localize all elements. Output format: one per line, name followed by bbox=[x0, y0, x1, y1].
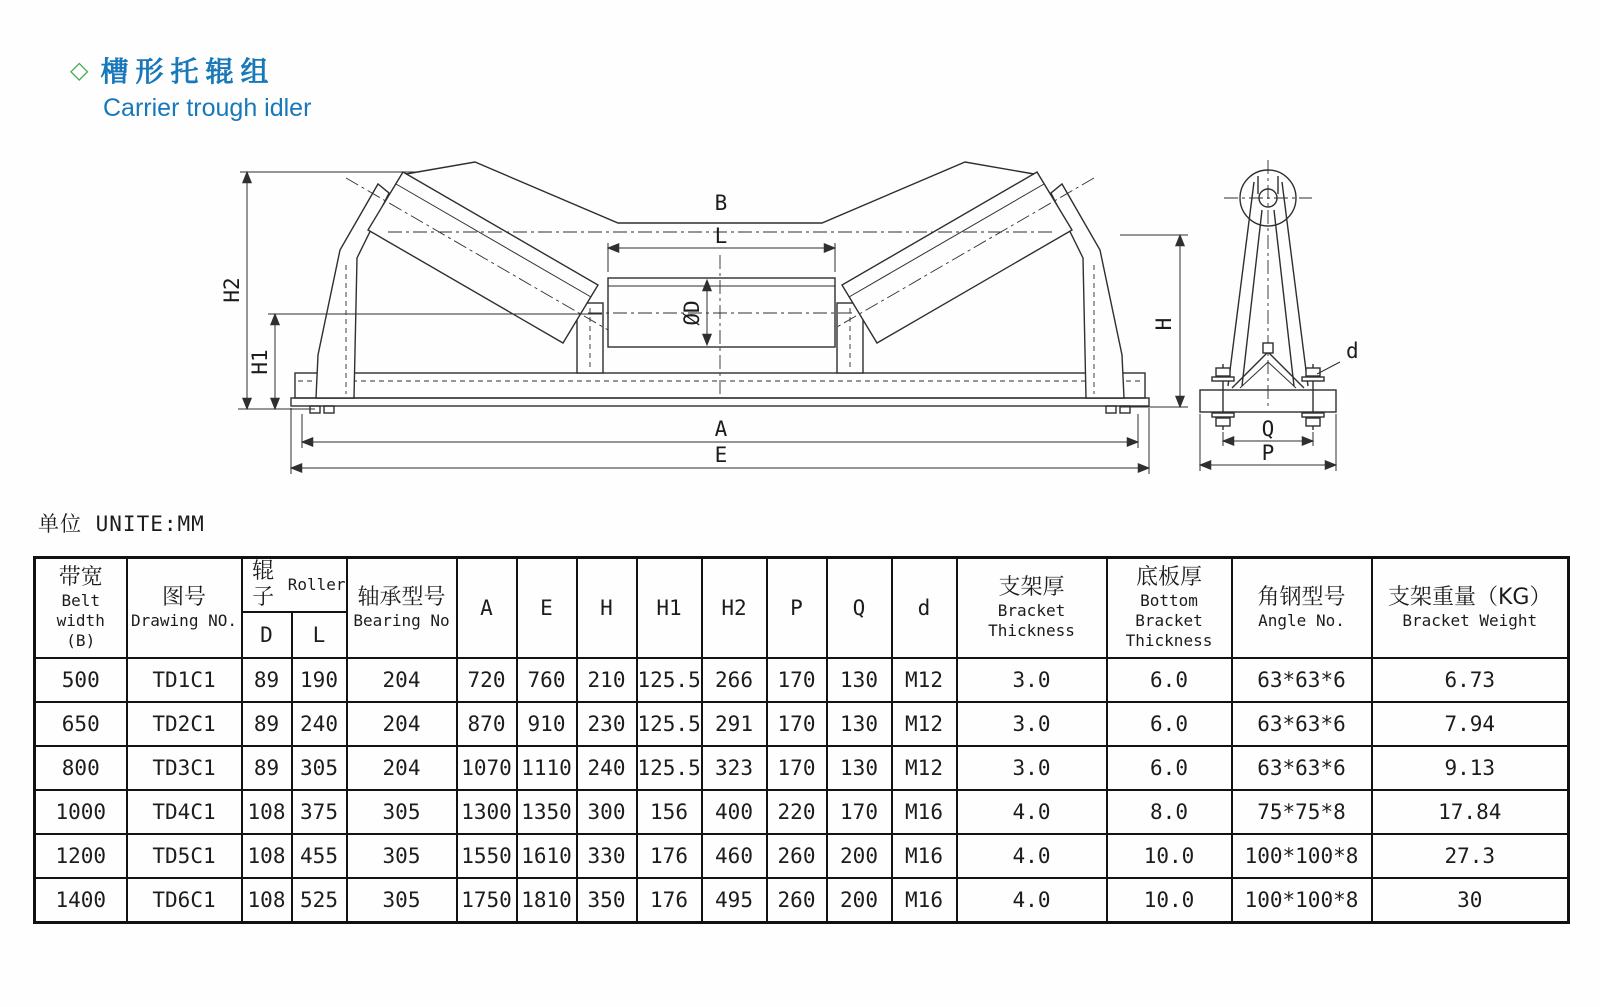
table-cell: 210 bbox=[577, 658, 637, 702]
dim-label-b: B bbox=[714, 191, 728, 215]
table-cell: 170 bbox=[767, 702, 827, 746]
table-cell: 10.0 bbox=[1107, 878, 1232, 922]
left-bolt bbox=[1212, 364, 1234, 430]
table-cell: 1610 bbox=[517, 834, 577, 878]
table-row bbox=[35, 658, 1569, 702]
table-cell: 200 bbox=[827, 834, 892, 878]
spec-table-body bbox=[35, 658, 1569, 922]
table-cell: 89 bbox=[242, 702, 292, 746]
table-cell: 125.5 bbox=[637, 746, 702, 790]
col-bottom-bracket bbox=[1107, 558, 1232, 659]
table-cell: 190 bbox=[292, 658, 347, 702]
angle-zh: 角钢型号 bbox=[1257, 585, 1346, 610]
table-cell: 350 bbox=[577, 878, 637, 922]
table-cell: 455 bbox=[292, 834, 347, 878]
table-cell: 240 bbox=[292, 702, 347, 746]
col-belt-width bbox=[35, 558, 127, 659]
dim-label-h1: H1 bbox=[248, 349, 272, 375]
title-chinese: 槽形托辊组 bbox=[100, 55, 276, 88]
table-cell: 305 bbox=[347, 878, 457, 922]
unit-note: 单位 UNITE:MM bbox=[38, 512, 205, 536]
bearing-zh: 轴承型号 bbox=[357, 585, 446, 610]
table-row bbox=[35, 746, 1569, 790]
bottom-zh: 底板厚 bbox=[1135, 565, 1202, 590]
side-view bbox=[1120, 160, 1359, 471]
table-cell: 400 bbox=[702, 790, 767, 834]
table-cell: 108 bbox=[242, 878, 292, 922]
title-english: Carrier trough idler bbox=[103, 94, 312, 122]
table-cell: 108 bbox=[242, 834, 292, 878]
table-cell: 6.0 bbox=[1107, 658, 1232, 702]
weight-en: Bracket Weight bbox=[1402, 611, 1538, 630]
table-cell: 500 bbox=[35, 658, 127, 702]
table-cell: 800 bbox=[35, 746, 127, 790]
table-cell: 375 bbox=[292, 790, 347, 834]
table-cell: 1350 bbox=[517, 790, 577, 834]
table-cell: 495 bbox=[702, 878, 767, 922]
table-cell: 204 bbox=[347, 746, 457, 790]
table-cell: 63*63*6 bbox=[1232, 658, 1372, 702]
table-cell: 170 bbox=[767, 746, 827, 790]
bearing-en: Bearing No bbox=[353, 611, 450, 630]
table-cell: 4.0 bbox=[957, 790, 1107, 834]
col-roller-l: L bbox=[292, 612, 347, 658]
diamond-icon: ◇ bbox=[70, 56, 89, 84]
table-cell: 305 bbox=[347, 834, 457, 878]
dim-B bbox=[715, 191, 728, 215]
table-cell: 100*100*8 bbox=[1232, 878, 1372, 922]
bracket-en: Bracket Thickness bbox=[988, 601, 1075, 640]
col-dim-e: E bbox=[517, 558, 577, 659]
table-row bbox=[35, 702, 1569, 746]
table-cell: 1810 bbox=[517, 878, 577, 922]
col-dim-h1: H1 bbox=[637, 558, 702, 659]
dim-label-d: d bbox=[1346, 339, 1359, 363]
table-cell: 220 bbox=[767, 790, 827, 834]
table-cell: 1550 bbox=[457, 834, 517, 878]
table-cell: 870 bbox=[457, 702, 517, 746]
table-cell: 100*100*8 bbox=[1232, 834, 1372, 878]
table-cell: TD2C1 bbox=[127, 702, 242, 746]
table-row bbox=[35, 790, 1569, 834]
center-roller bbox=[588, 255, 852, 398]
table-cell: 3.0 bbox=[957, 702, 1107, 746]
bottom-en1: Bottom Bracket bbox=[1135, 591, 1203, 630]
weight-zh: 支架重量（KG） bbox=[1388, 585, 1552, 610]
table-cell: 1300 bbox=[457, 790, 517, 834]
table-cell: 9.13 bbox=[1372, 746, 1569, 790]
table-cell: TD6C1 bbox=[127, 878, 242, 922]
table-cell: 1750 bbox=[457, 878, 517, 922]
belt-width-en: Belt width bbox=[56, 591, 105, 630]
col-bearing bbox=[347, 558, 457, 659]
table-cell: 1200 bbox=[35, 834, 127, 878]
table-cell: 204 bbox=[347, 658, 457, 702]
dim-label-a: A bbox=[714, 417, 728, 441]
table-cell: M16 bbox=[892, 790, 957, 834]
table-cell: 27.3 bbox=[1372, 834, 1569, 878]
dim-label-e: E bbox=[714, 443, 728, 467]
belt-width-zh: 带宽 bbox=[58, 565, 103, 590]
table-cell: M12 bbox=[892, 702, 957, 746]
table-cell: 7.94 bbox=[1372, 702, 1569, 746]
spec-table-header bbox=[35, 558, 1569, 659]
table-cell: 204 bbox=[347, 702, 457, 746]
table-cell: 170 bbox=[767, 658, 827, 702]
table-cell: 3.0 bbox=[957, 746, 1107, 790]
table-cell: 10.0 bbox=[1107, 834, 1232, 878]
dim-label-h2: H2 bbox=[220, 277, 244, 303]
engineering-drawing bbox=[220, 100, 1420, 500]
bracket-zh: 支架厚 bbox=[998, 575, 1065, 600]
col-dim-h: H bbox=[577, 558, 637, 659]
col-roller-d: D bbox=[242, 612, 292, 658]
table-cell: 305 bbox=[292, 746, 347, 790]
col-drawing-no bbox=[127, 558, 242, 659]
table-cell: 75*75*8 bbox=[1232, 790, 1372, 834]
spec-table bbox=[33, 556, 1570, 924]
bottom-en2: Thickness bbox=[1125, 631, 1213, 650]
table-cell: 760 bbox=[517, 658, 577, 702]
table-cell: TD5C1 bbox=[127, 834, 242, 878]
col-dim-q: Q bbox=[827, 558, 892, 659]
table-cell: 30 bbox=[1372, 878, 1569, 922]
col-dim-h2: H2 bbox=[702, 558, 767, 659]
table-cell: TD3C1 bbox=[127, 746, 242, 790]
col-angle-no bbox=[1232, 558, 1372, 659]
table-cell: TD4C1 bbox=[127, 790, 242, 834]
dim-label-p: P bbox=[1261, 441, 1275, 465]
table-cell: 125.5 bbox=[637, 658, 702, 702]
table-cell: TD1C1 bbox=[127, 658, 242, 702]
table-cell: 266 bbox=[702, 658, 767, 702]
table-cell: 291 bbox=[702, 702, 767, 746]
right-bolt bbox=[1302, 364, 1324, 430]
table-cell: 125.5 bbox=[637, 702, 702, 746]
table-cell: 63*63*6 bbox=[1232, 746, 1372, 790]
col-roller-group bbox=[242, 558, 347, 613]
table-cell: 176 bbox=[637, 834, 702, 878]
table-cell: 89 bbox=[242, 658, 292, 702]
dim-L bbox=[608, 224, 835, 272]
dim-d bbox=[1317, 339, 1359, 374]
table-cell: 323 bbox=[702, 746, 767, 790]
table-cell: 1070 bbox=[457, 746, 517, 790]
table-cell: 910 bbox=[517, 702, 577, 746]
table-cell: 6.0 bbox=[1107, 746, 1232, 790]
col-dim-p: P bbox=[767, 558, 827, 659]
roller-zh: 辊子 bbox=[252, 559, 275, 610]
table-cell: M16 bbox=[892, 834, 957, 878]
table-cell: 305 bbox=[347, 790, 457, 834]
table-cell: M12 bbox=[892, 658, 957, 702]
table-cell: 4.0 bbox=[957, 878, 1107, 922]
col-dim-a: A bbox=[457, 558, 517, 659]
table-cell: 170 bbox=[827, 790, 892, 834]
table-cell: 108 bbox=[242, 790, 292, 834]
drawing-no-zh: 图号 bbox=[161, 585, 206, 610]
table-cell: 130 bbox=[827, 746, 892, 790]
table-cell: M12 bbox=[892, 746, 957, 790]
belt-width-sub: (B) bbox=[66, 631, 96, 650]
dim-label-q: Q bbox=[1261, 417, 1275, 441]
drawing-no-en: Drawing NO. bbox=[131, 611, 237, 630]
table-cell: 650 bbox=[35, 702, 127, 746]
table-cell: 1110 bbox=[517, 746, 577, 790]
dim-label-od: ØD bbox=[680, 300, 704, 326]
table-cell: 156 bbox=[637, 790, 702, 834]
table-cell: 200 bbox=[827, 878, 892, 922]
col-dim-d: d bbox=[892, 558, 957, 659]
table-row bbox=[35, 834, 1569, 878]
angle-en: Angle No. bbox=[1258, 611, 1345, 630]
table-cell: 6.73 bbox=[1372, 658, 1569, 702]
table-cell: 460 bbox=[702, 834, 767, 878]
dim-label-h: H bbox=[1152, 317, 1176, 331]
dim-label-l: L bbox=[714, 224, 728, 248]
table-cell: 260 bbox=[767, 878, 827, 922]
table-cell: 130 bbox=[827, 702, 892, 746]
table-cell: M16 bbox=[892, 878, 957, 922]
table-cell: 6.0 bbox=[1107, 702, 1232, 746]
table-cell: 1000 bbox=[35, 790, 127, 834]
table-cell: 300 bbox=[577, 790, 637, 834]
table-cell: 8.0 bbox=[1107, 790, 1232, 834]
table-cell: 240 bbox=[577, 746, 637, 790]
table-cell: 330 bbox=[577, 834, 637, 878]
table-cell: 525 bbox=[292, 878, 347, 922]
table-cell: 3.0 bbox=[957, 658, 1107, 702]
col-bracket-weight bbox=[1372, 558, 1569, 659]
table-row bbox=[35, 878, 1569, 922]
side-roller-end bbox=[1224, 160, 1312, 410]
front-view bbox=[220, 162, 1149, 474]
table-cell: 720 bbox=[457, 658, 517, 702]
table-cell: 89 bbox=[242, 746, 292, 790]
col-bracket-thickness bbox=[957, 558, 1107, 659]
table-cell: 176 bbox=[637, 878, 702, 922]
table-cell: 230 bbox=[577, 702, 637, 746]
table-cell: 130 bbox=[827, 658, 892, 702]
table-cell: 17.84 bbox=[1372, 790, 1569, 834]
roller-en: Roller bbox=[287, 575, 346, 594]
table-cell: 4.0 bbox=[957, 834, 1107, 878]
table-cell: 63*63*6 bbox=[1232, 702, 1372, 746]
table-cell: 1400 bbox=[35, 878, 127, 922]
table-cell: 260 bbox=[767, 834, 827, 878]
